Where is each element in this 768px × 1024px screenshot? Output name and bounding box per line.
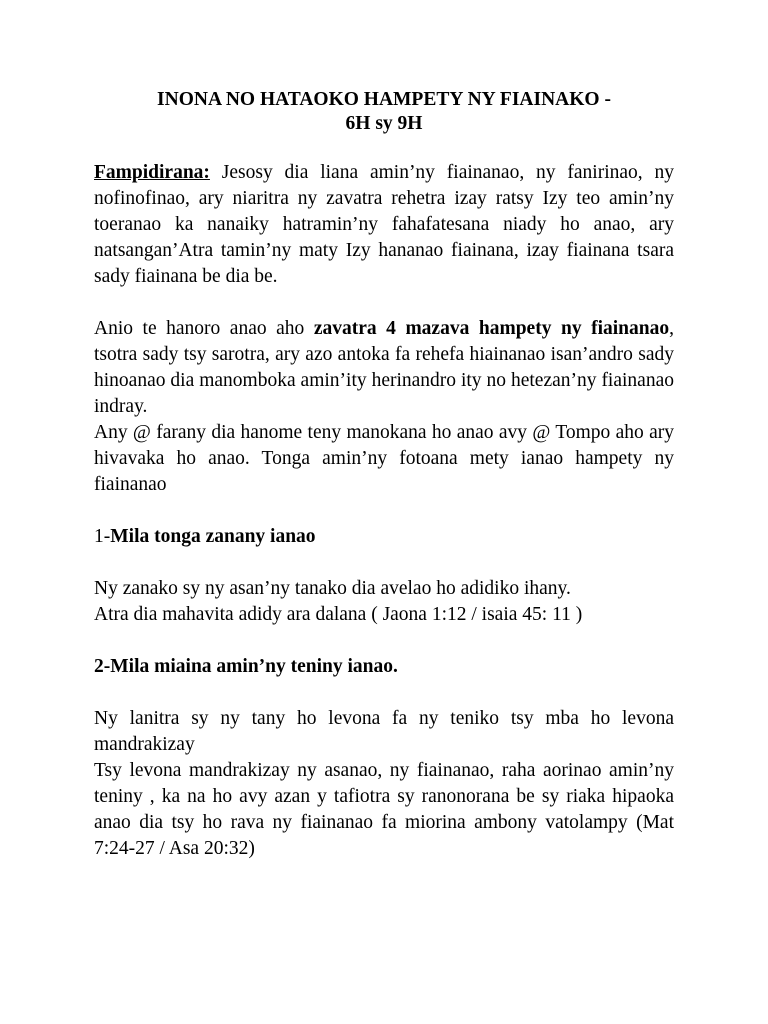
intro-paragraph [94, 160, 674, 290]
section-1-heading [94, 524, 674, 550]
section-1-number: 1- [94, 526, 111, 547]
section-1-line-1: Ny zanako sy ny asan’ny tanako dia avelao ho adidiko ihany. [94, 578, 571, 599]
title-line-2: 6H sy 9H [345, 113, 423, 134]
paragraph-2-bold: zavatra 4 mazava hampety ny fiainanao [313, 318, 670, 339]
paragraph-3: Any @ farany dia hanome teny manokana ho anao avy @ Tompo aho ary hivavaka ho anao. Tonga amin’ny fotoana mety ianao hampety ny fiainanao [94, 422, 674, 495]
section-2-heading: 2-Mila miaina amin’ny teniny ianao. [94, 656, 398, 677]
paragraph-2-before: Anio te hanoro anao aho [94, 318, 314, 339]
document-title [94, 88, 674, 136]
paragraph-2 [94, 316, 674, 420]
section-2-line-1: Ny lanitra sy ny tany ho levona fa ny teniko tsy mba ho levona mandrakizay [94, 708, 674, 755]
intro-label: Fampidirana: [94, 162, 210, 183]
document-page [94, 88, 674, 862]
section-1-line-2: Atra dia mahavita adidy ara dalana ( Jaona 1:12 / isaia 45: 11 ) [94, 604, 583, 625]
title-line-1: INONA NO HATAOKO HAMPETY NY FIAINAKO - [157, 89, 611, 110]
intro-text: Jesosy dia liana amin’ny fiainanao, ny fanirinao, ny nofinofinao, ary niaritra ny zavatra rehetra izay ratsy Izy teo amin’ny toeranao ka nanaiky hatramin’ny fahafatesana niady ho anao, ary natsangan’Atra tamin’ny maty Izy hananao fiainana, izay fiainana tsara sady fiainana be dia be. [94, 162, 674, 287]
section-1-title: Mila tonga zanany ianao [110, 526, 316, 547]
section-2-line-2: Tsy levona mandrakizay ny asanao, ny fiainanao, raha aorinao amin’ny teniny , ka na ho avy azan y tafiotra sy ranonorana be sy riaka hipaoka anao dia tsy ho rava ny fiainanao fa miorina ambony vatolampy (Mat 7:24-27 / Asa 20:32) [94, 760, 674, 859]
paragraph-2-after: , tsotra sady tsy sarotra, ary azo antoka fa rehefa hiainanao isan’andro sady hinoanao dia manomboka amin’ity herinandro ity no hetezan’ny fiainanao indray. [94, 318, 674, 417]
